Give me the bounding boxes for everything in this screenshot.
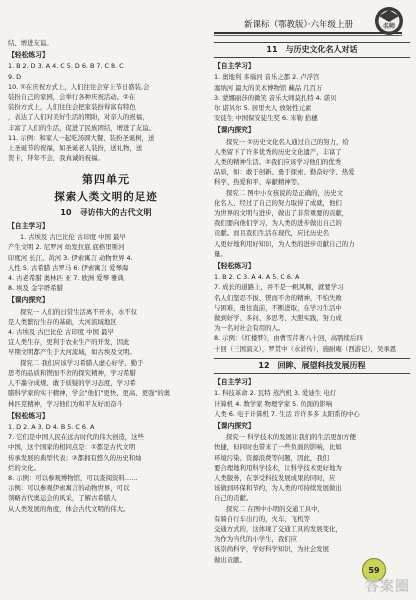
right-line-4-1: 计算机 4. 数学家 物理学家 5. 负面的影响: [214, 399, 333, 408]
lesson-10-number: 10: [60, 207, 72, 217]
left-line-1-7: 11. 示例：和家人一起吃汤圆大餐，装扮圣诞树，送: [8, 133, 155, 142]
lesson-12-number: 12: [258, 360, 270, 370]
right-line-2-4: 科学、热爱和平、奉献精神等。: [214, 178, 304, 187]
right-line-5-6: 自己的贡献。: [214, 494, 253, 503]
right-sec-2: 【 课内探究 】: [214, 125, 410, 135]
left-line-4-4: 烂的文化。: [8, 463, 40, 472]
right-column: [214, 38, 410, 565]
book-badge-icon: [370, 4, 408, 38]
right-line-5-11: 该崇尚科学，学好科学知识，为社会发展: [214, 545, 330, 554]
right-line-5-10: 为作为当代的小学生，我们应: [214, 535, 298, 544]
left-sec-1: 【 轻松练习 】: [8, 50, 204, 60]
left-sec-3: 【 课内探究 】: [8, 295, 204, 305]
left-line-4-0: 1. D 2. A 3. D 4. B 5. C 6. A: [8, 422, 95, 431]
left-line-1-1: 9. D: [8, 72, 22, 81]
right-line-5-8: 有骑自行车出行的，火车、飞机等: [214, 514, 310, 523]
right-line-3-7: 十回（三国演义），罗贯中（水浒传），施耐庵（西游记），吴承恩: [214, 344, 397, 353]
right-line-3-0: 1. B 2. C 3. A 4. A 5. C 6. A: [214, 273, 300, 282]
left-line-3-3: 宜人类生存，更利于农业生产的开发，因此: [8, 338, 130, 347]
right-line-5-7: 探究二 在图中小明的交通工具中，: [226, 504, 324, 513]
right-line-2-11: 量。: [214, 249, 227, 258]
right-line-1-1: 塞纳河 最大的美术博物馆 藏品 几百万: [214, 83, 323, 92]
lesson-10-title: 寻访伟大的古代文明: [79, 207, 152, 217]
unit-subtitle: 探索人类文明的足迹: [54, 190, 158, 203]
left-line-3-4: 早期文明都产生于大河流域，如古埃及文明。: [8, 348, 136, 357]
left-line-4-3: 传承发展的典型代表；②都拥有悠久的历史和灿: [8, 453, 142, 462]
left-line-4-2: 中国，这个国家的相同点是：①都是古代文明: [8, 443, 136, 452]
left-column: [8, 38, 204, 514]
right-line-2-3: 品质，如：敢于创新、勇于探索、勤奋好学、热爱: [214, 168, 355, 177]
right-line-2-9: 贡献。而且我们生活在现代，应比历史名: [214, 229, 330, 238]
lesson-11-heading: [214, 42, 410, 58]
right-line-4-0: 1. 科技革命 2. 瓦特 蒸汽机 3. 爱迪生 电灯: [214, 389, 336, 398]
right-line-5-5: 该做到环保和节约，为人类的可持续发展做出: [214, 484, 342, 493]
right-line-3-3: 与困难，勇往直前，不断进取，在学习生活中: [214, 303, 342, 312]
lesson-12-heading: [214, 358, 410, 374]
right-line-3-2: 名人们坚忍不拔、锲而不舍的精神，不怕失败: [214, 293, 342, 302]
right-line-1-0: 1. 奥地利 多瑙河 音乐之都 2. 卢浮宫: [214, 73, 320, 82]
left-line-3-1: 是人类繁衍生存的基础，大河流域地区: [8, 317, 117, 326]
left-line-3-6: 思考的品质和锲而不舍的探究精神，学习希腊: [8, 368, 136, 377]
right-line-2-7: 为世界的文明与进步，做出了非常重要的贡献，: [214, 209, 349, 218]
right-line-1-3: 尔 诺贝尔 5. 居里夫人 放射性元素: [214, 104, 312, 113]
left-line-1-9: 贺卡，拜年不会，我真诚的祝福。: [8, 154, 104, 163]
right-line-5-3: 要合理地利用科学技术，让科学技术更好地为: [214, 463, 342, 472]
right-line-5-0: 探究一 科学技术的发展让我们的生活更加方便: [226, 433, 356, 442]
lesson-10-heading: [8, 208, 204, 218]
left-sec-2: 【 自主学习 】: [8, 221, 204, 231]
left-line-3-7: 人不墨守成规、敢于质疑的学习态度，学习希: [8, 379, 136, 388]
lesson-12-title: 回眸、展望科技发展历程: [277, 360, 366, 370]
left-line-3-9: 林匹克精神，学习他们为和平友好而奋斗: [8, 399, 124, 408]
left-line-4-5: 8. 示例：可以参观博物馆，可以查阅资料……: [8, 473, 138, 482]
left-line-3-2: 4. 古埃及 古巴比伦 古印度 中国 最早: [8, 328, 114, 337]
right-line-2-10: 人更好地利用好知识，为人类的进步贡献自己的力: [214, 239, 355, 248]
right-line-2-5: 探究二 图中小女孩说的是正确的，历史文: [226, 188, 344, 197]
watermark: 答案圈: [365, 579, 410, 595]
left-top-line: 结、增进友谊。: [8, 39, 53, 47]
left-line-3-8: 腊科学家的实干精神，学会"他们"更快、更高、更强"的奥: [8, 389, 171, 398]
left-line-2-3: 人性 5. 古希腊 古罗马 6. 伊索寓言 爱琴海: [8, 263, 129, 272]
badge-label: 名师: [382, 23, 396, 30]
right-line-4-2: 人类 6. 电子计算机 7. 生活 许许多多 太阳系的中心: [214, 409, 360, 418]
left-line-2-1: 产生文明 2. 尼罗河 幼发拉底 底格里斯河: [8, 243, 125, 252]
left-line-1-2: 10. ①在庆祝方式上，人们往往会穿上节日盛装,会: [8, 82, 150, 91]
left-line-4-8: 从人类发展的角度，体会古代文明的伟大。: [8, 504, 130, 513]
right-line-3-5: 为一名对社会有用的人。: [214, 324, 285, 333]
right-sec-3: 【 轻松练习 】: [214, 261, 410, 271]
right-line-5-2: 环境污染、资源浪费等问题，因此，我们: [214, 453, 330, 462]
right-line-2-0: 探究一 ①历史文化名人通过自己的努力，给: [226, 137, 349, 146]
right-line-1-4: 安徒生 中国保安徒生奖 6. 米勒 拾穗: [214, 114, 318, 123]
right-line-5-9: 交通方式的，这体现了交通工具的发展变化，: [214, 524, 342, 533]
right-line-5-1: 快捷，但同时也带来了一些负面的影响，比如: [214, 443, 342, 452]
left-line-4-7: 领略古代奥运会的风采，了解古希腊人: [8, 494, 117, 503]
right-sec-1: 【 自主学习 】: [214, 61, 410, 71]
left-line-2-5: 8. 埃及 金字塔希腊: [8, 284, 63, 293]
right-line-2-1: 人类留下了许多优秀的历史文化遗产，丰富了: [214, 147, 342, 156]
left-line-2-4: 4. 古老希腊 奥林匹 亚 7. 欧洲 爱琴 雅典: [8, 274, 124, 283]
right-line-3-6: 8. 示例：《红楼梦》，由曹雪芹著八十回，高鹗续后四: [214, 334, 363, 343]
right-line-2-2: 人类的精神生活。②我们应该学习他们的优秀: [214, 158, 342, 167]
right-line-3-4: 做到好学、多问、多思考、大胆实践，努力成: [214, 314, 342, 323]
right-sec-5: 【 课内探究 】: [214, 421, 410, 431]
left-line-2-0: 1. 古埃及 古巴比伦 古印度 中国 最早: [20, 233, 126, 242]
right-sec-4: 【 自主学习 】: [214, 377, 410, 387]
left-line-1-0: 1. B 2. D 3. A 4. C 5. D 6. B 7. C 8. C: [8, 62, 124, 71]
left-line-1-8: 上圣诞节的祝福，如圣诞老人装扮，送礼物，送: [8, 144, 143, 153]
right-line-2-8: 我们要向他们学习，为人类的进步做出自己的: [214, 219, 342, 228]
lesson-11-number: 11: [266, 45, 278, 54]
left-line-1-5: ，表达了人们对美好生活的期盼，对亲人的祝福，: [8, 113, 149, 122]
left-sec-4: 【 轻松练习 】: [8, 411, 204, 421]
left-line-1-4: 装扮方式上，人们往往会把家装扮得富有特色: [8, 103, 136, 112]
left-line-4-6: 示例：可以参观伊索寓言的动物世界，可以: [8, 484, 130, 493]
left-line-3-0: 探究一 人们的日常生活离不开水，水不仅: [20, 307, 138, 316]
left-line-1-6: 丰富了人们的生活，促进了民族团结，增进了友谊。: [8, 123, 155, 132]
left-line-2-2: 印度河 长江、黄河 3. 伊索寓言 动物世界 4.: [8, 253, 133, 262]
page-number: 59: [362, 558, 386, 582]
right-line-5-12: 做出贡献。: [214, 555, 246, 564]
header-text: 新课标（鄂教版）·六年级上册: [244, 20, 353, 30]
lesson-11-title: 与历史文化名人对话: [285, 45, 358, 54]
right-line-3-1: 7. 成长的道路上，并不是一帆风顺，就要学习: [214, 283, 344, 292]
right-line-2-6: 化名人、经过了自己的努力取得了成就，他们: [214, 198, 342, 207]
right-line-5-4: 人类服务，在享受科技发展成果的同时，应: [214, 473, 336, 482]
left-line-4-1: 7. 它们是中国人民在远古时代的伟大创造，这些: [8, 433, 144, 442]
left-line-1-3: 装扮自己的家园，会举行各种庆祝活动。②在: [8, 93, 136, 102]
unit-title: 第四单元: [82, 173, 130, 187]
left-line-3-5: 探究二 我们应该学习希腊人虚心好学、勤于: [20, 358, 144, 367]
right-line-1-2: 3. 蒙娜丽莎的微笑 音乐大师莫扎特 4. 诺贝: [214, 93, 337, 102]
